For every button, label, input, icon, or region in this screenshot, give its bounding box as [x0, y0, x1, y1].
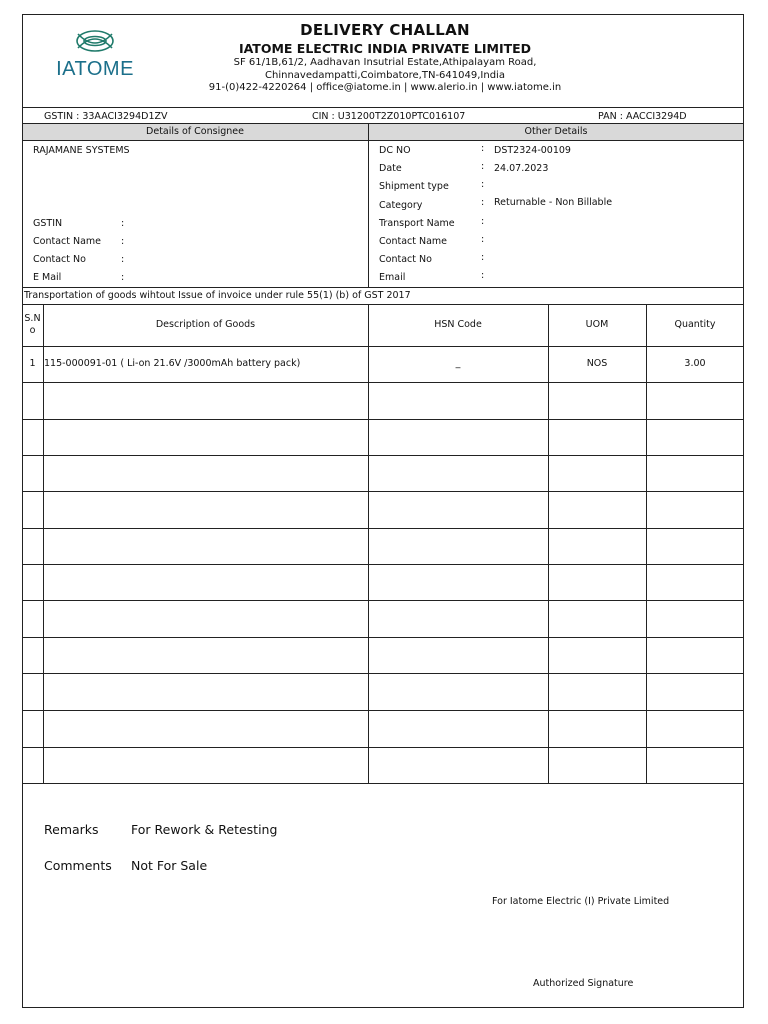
logo-emblem-icon [38, 26, 152, 60]
consignee-contact-no-label: Contact No [33, 254, 86, 265]
date-value: 24.07.2023 [494, 163, 549, 174]
consignee-contact-name-sep: : [121, 236, 125, 247]
consignee-contact-no-sep: : [121, 254, 125, 265]
header-sno-line1: S.N [24, 313, 41, 324]
dc-no-sep: : [481, 143, 485, 154]
date-sep: : [481, 161, 485, 172]
table-row [22, 346, 744, 382]
other-email-label: Email [379, 272, 406, 283]
company-address-line1: SF 61/1B,61/2, Aadhavan Insutrial Estate,Athipalayam Road, [233, 57, 537, 68]
gstin-id: GSTIN : 33AACI3294D1ZV [44, 111, 168, 122]
header-sno-line2: o [29, 325, 36, 336]
remarks-label: Remarks [44, 822, 99, 837]
company-name: IATOME ELECTRIC INDIA PRIVATE LIMITED [238, 41, 532, 56]
company-logo [38, 26, 152, 82]
other-details-section-title: Other Details [524, 126, 588, 137]
shipment-type-label: Shipment type [379, 181, 449, 192]
company-contact-line: 91-(0)422-4220264 | office@iatome.in | www.alerio.in | www.iatome.in [208, 82, 562, 93]
other-contact-no-label: Contact No [379, 254, 432, 265]
comments-value: Not For Sale [131, 858, 208, 873]
logo-text: IATOME [56, 58, 134, 80]
consignee-contact-name-label: Contact Name [33, 236, 102, 247]
row-sno: 1 [29, 358, 36, 369]
consignee-email-label: E Mail [33, 272, 62, 283]
date-label: Date [379, 163, 402, 174]
row-quantity: 3.00 [684, 358, 706, 369]
consignee-gstin-sep: : [121, 218, 125, 229]
header-description: Description of Goods [155, 319, 256, 330]
consignee-email-sep: : [121, 272, 125, 283]
comments-label: Comments [44, 858, 112, 873]
for-company-text: For Iatome Electric (I) Private Limited [492, 896, 670, 907]
other-contact-no-sep: : [481, 252, 485, 263]
shipment-type-sep: : [481, 179, 485, 190]
other-contact-name-label: Contact Name [379, 236, 448, 247]
cin-id: CIN : U31200T2Z010PTC016107 [312, 111, 466, 122]
other-email-sep: : [481, 270, 485, 281]
remarks-value: For Rework & Retesting [131, 822, 278, 837]
row-uom: NOS [586, 358, 608, 369]
pan-id: PAN : AACCI3294D [598, 111, 687, 122]
row-hsn-code: _ [455, 358, 461, 369]
header-uom: UOM [585, 319, 609, 330]
header-quantity: Quantity [674, 319, 716, 330]
consignee-name: RAJAMANE SYSTEMS [33, 145, 130, 156]
row-description: 115-000091-01 ( Li-on 21.6V /3000mAh battery pack) [44, 358, 301, 369]
dc-no-label: DC NO [379, 145, 411, 156]
category-label: Category [379, 200, 423, 211]
header-hsn-code: HSN Code [434, 319, 482, 330]
category-sep: : [481, 197, 485, 208]
transport-note: Transportation of goods wihtout Issue of invoice under rule 55(1) (b) of GST 2017 [24, 290, 411, 301]
consignee-section-title: Details of Consignee [146, 126, 244, 137]
transport-name-sep: : [481, 216, 485, 227]
dc-no-value: DST2324-00109 [494, 145, 571, 156]
company-address-line2: Chinnavedampatti,Coimbatore,TN-641049,India [265, 70, 505, 81]
category-value: Returnable - Non Billable [494, 197, 613, 208]
consignee-gstin-label: GSTIN [33, 218, 63, 229]
transport-name-label: Transport Name [379, 218, 455, 229]
document-title: DELIVERY CHALLAN [300, 21, 470, 39]
authorized-signature: Authorized Signature [533, 978, 634, 989]
other-contact-name-sep: : [481, 234, 485, 245]
